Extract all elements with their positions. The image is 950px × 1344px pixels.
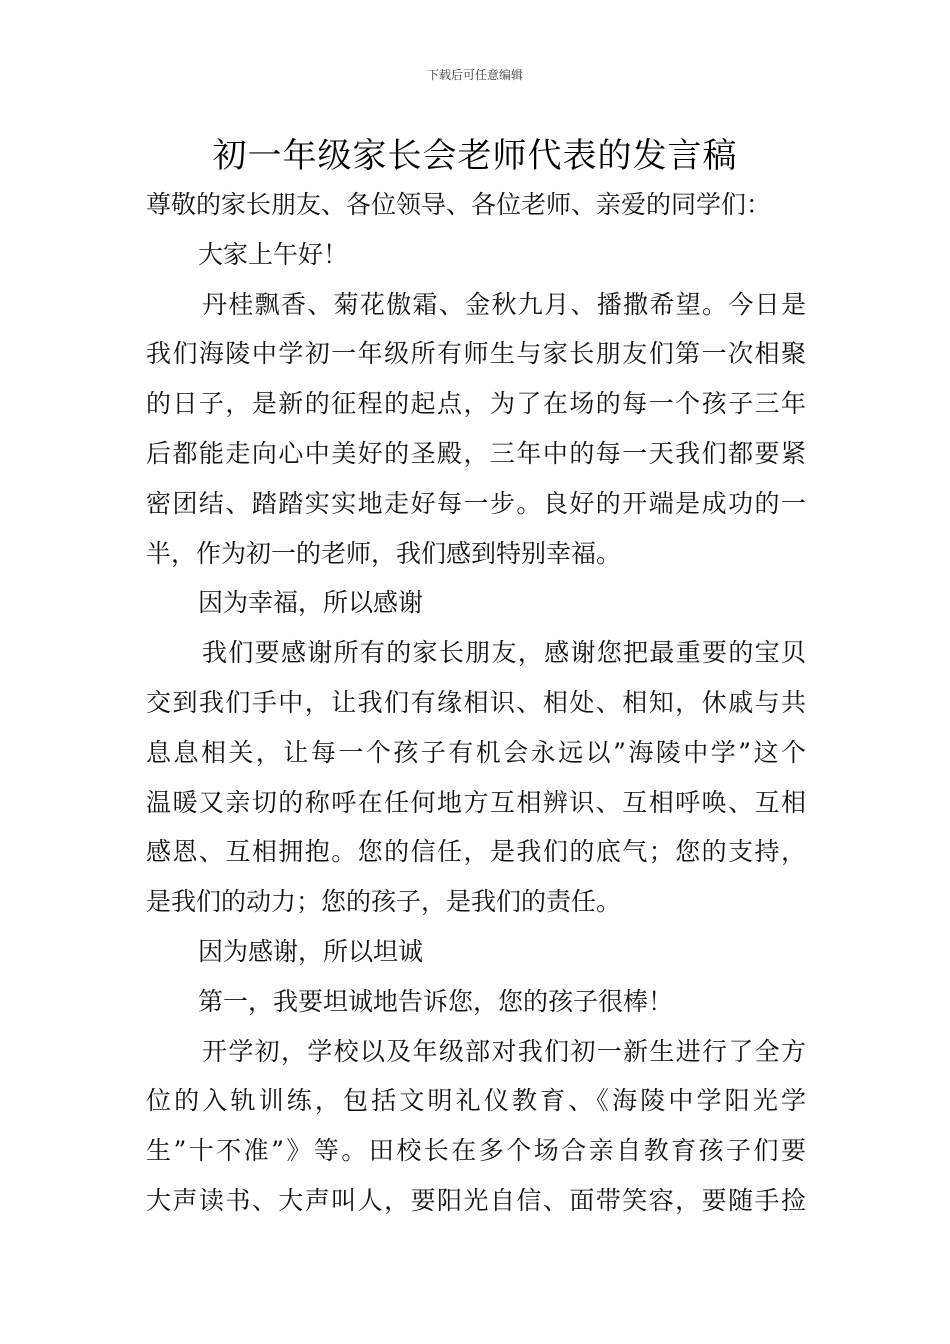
paragraph-line: 第一，我要坦诚地告诉您，您的孩子很棒！ — [198, 986, 674, 1016]
paragraph-line: 感恩、互相拥抱。您的信任，是我们的底气；您的支持， — [146, 837, 806, 867]
paragraph-line: 位的入轨训练，包括文明礼仪教育、《海陵中学阳光学 — [146, 1086, 806, 1116]
download-note: 下载后可任意编辑 — [426, 68, 523, 82]
document-title: 初一年级家长会老师代表的发言稿 — [212, 136, 738, 176]
paragraph-line: 后都能走向心中美好的圣殿，三年中的每一天我们都要紧 — [146, 438, 806, 468]
paragraph-line: 半，作为初一的老师，我们感到特别幸福。 — [146, 538, 622, 568]
section-heading-line: 因为幸福，所以感谢 — [198, 588, 424, 618]
section-heading-line: 因为感谢，所以坦诚 — [198, 936, 424, 966]
paragraph-line: 是我们的动力；您的孩子，是我们的责任。 — [146, 887, 622, 917]
greeting-line: 大家上午好！ — [198, 239, 349, 269]
paragraph-line: 大声读书、大声叫人，要阳光自信、面带笑容，要随手捡 — [146, 1185, 806, 1215]
paragraph-line: 我们海陵中学初一年级所有师生与家长朋友们第一次相聚 — [146, 339, 806, 369]
paragraph-line: 交到我们手中，让我们有缘相识、相处、相知，休戚与共 — [146, 687, 806, 717]
paragraph-line: 息息相关，让每一个孩子有机会永远以”海陵中学”这个 — [146, 737, 806, 767]
paragraph-line: 生”十不准”》等。田校长在多个场合亲自教育孩子们要 — [146, 1136, 806, 1166]
paragraph-line: 开学初，学校以及年级部对我们初一新生进行了全方 — [202, 1036, 806, 1066]
paragraph-line: 丹桂飘香、菊花傲霜、金秋九月、播撒希望。今日是 — [202, 289, 806, 319]
paragraph-line: 我们要感谢所有的家长朋友，感谢您把最重要的宝贝 — [202, 638, 806, 668]
document-body — [146, 180, 806, 1226]
salutation-line: 尊敬的家长朋友、各位领导、各位老师、亲爱的同学们： — [146, 190, 772, 219]
paragraph-line: 密团结、踏踏实实地走好每一步。良好的开端是成功的一 — [146, 488, 806, 518]
paragraph-line: 温暖又亲切的称呼在任何地方互相辨识、互相呼唤、互相 — [146, 787, 806, 817]
paragraph-line: 的日子，是新的征程的起点，为了在场的每一个孩子三年 — [146, 389, 806, 419]
